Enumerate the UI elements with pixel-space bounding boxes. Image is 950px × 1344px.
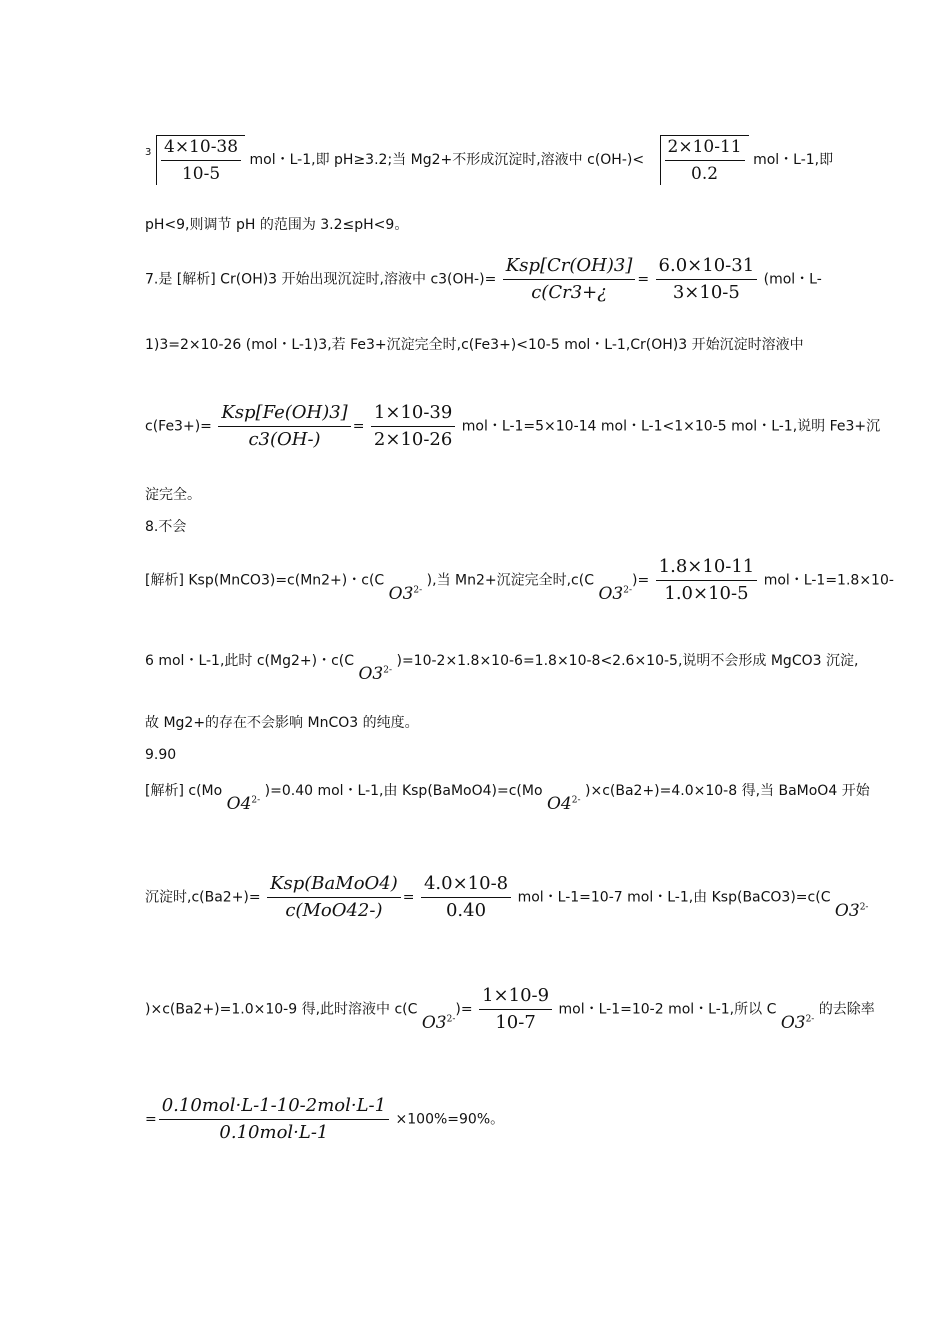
line8-head: [解析] Ksp(MnCO3)=c(Mn2+)・c(C (145, 572, 385, 589)
line9-head: 6 mol・L-1,此时 c(Mg2+)・c(C (145, 653, 355, 669)
line-5: c(Fe3+)= $\frac{\text{Ksp[Fe(OH)3]}}{c3(OH-)}$ = $\frac{1\times 10-39}{2\times 10-26}$ mol・L-1=5×10-14 mol・L-1<1×10-5 mol・L-1,说明 Fe3+沉 (145, 402, 881, 450)
line13-head: 沉淀时,c(Ba2+)= (145, 889, 261, 906)
ion-o3: $O3^{2-}$ (598, 583, 632, 604)
line-11: 9.90 (145, 747, 177, 763)
line-1 (145, 135, 833, 185)
frac3-den: c(Cr3+¿ (531, 282, 607, 303)
frac7-den: 1.0×10-5 (664, 583, 749, 604)
frac6 (371, 402, 455, 451)
frac2-num: 2×10-11 (665, 136, 745, 161)
frac8-den: c(MoO42-) (285, 900, 383, 921)
line-4: 1)3=2×10-26 (mol・L-1)3,若 Fe3+沉淀完全时,c(Fe3+)<10-5 mol・L-1,Cr(OH)3 开始沉淀时溶液中 (145, 337, 804, 353)
line14-mid: mol・L-1=10-2 mol・L-1,所以 C (558, 1001, 777, 1018)
line-9 (145, 652, 858, 683)
frac9-den: 0.40 (445, 900, 487, 921)
line8-mid: ),当 Mn2+沉淀完全时,c(C (426, 572, 594, 589)
line8-tail: mol・L-1=1.8×10- (763, 572, 894, 589)
line1-text: mol・L-1,即 pH≥3.2;当 Mg2+不形成沉淀时,溶液中 c(OH-)< (249, 152, 645, 168)
frac2-den: 0.2 (691, 164, 719, 184)
frac4 (656, 255, 758, 304)
ion-o3: $O3^{2-}$ (358, 664, 393, 684)
frac10-den: 10-7 (495, 1012, 536, 1033)
line-6: 淀完全。 (145, 487, 201, 503)
line-10: 故 Mg2+的存在不会影响 MnCO3 的纯度。 (145, 715, 419, 731)
line9-tail: )=10-2×1.8×10-6=1.8×10-8<2.6×10-5,说明不会形成 MgCO3 沉淀, (396, 653, 859, 669)
line3-text: 7.是 [解析] Cr(OH)3 开始出现沉淀时,溶液中 c3(OH-)= (145, 271, 497, 288)
line12-tail: )×c(Ba2+)=4.0×10-8 得,当 BaMoO4 开始 (585, 783, 870, 799)
frac10 (479, 985, 552, 1034)
line5-tail: mol・L-1=5×10-14 mol・L-1<1×10-5 mol・L-1,说明 Fe3+沉 (461, 418, 881, 435)
line-7: 8.不会 (145, 519, 187, 535)
frac5-den: c3(OH-) (248, 429, 321, 450)
frac8-num: Ksp(BaMoO4) (267, 873, 401, 898)
line-14: )×c(Ba2+)=1.0×10-9 得,此时溶液中 c(C $O3^{2-})=$ $\frac{1\times 10-9}{10-7}$ mol・L-1=10-2 mol・L-1,所以 C $O3^{2-}$ 的去除率 (145, 985, 875, 1033)
ion-o3: $O3^{2-}$ (388, 583, 423, 604)
cube-root-1: 3 $\frac{4\times 10-38}{10-5}$ (145, 135, 245, 185)
frac11-num: 0.10mol·L-1-10-2mol·L-1 (159, 1095, 389, 1120)
frac6-den: 2×10-26 (373, 429, 453, 450)
frac7 (656, 556, 758, 605)
line14-tail: 的去除率 (818, 1001, 875, 1018)
frac1-den: 10-5 (181, 164, 221, 184)
line-15: = $\frac{\text{0.10mol·L-1-10-2mol·L-1}}{\text{0.10mol·L-1}}$ ×100%=90%。 (145, 1095, 505, 1143)
sqrt-2 (649, 135, 749, 185)
frac8 (267, 873, 401, 922)
frac7-num: 1.8×10-11 (656, 556, 758, 581)
line5-head: c(Fe3+)= (145, 418, 212, 435)
frac10-num: 1×10-9 (479, 985, 552, 1010)
line-13: 沉淀时,c(Ba2+)= $\frac{\text{Ksp(BaMoO4)}}{\text{c(MoO42-)}}$ = $\frac{4.0\times 10-8}{0.40}$ mol・L-1=10-7 mol・L-1,由 Ksp(BaCO3)=c(C $O3^{2-}$ (145, 873, 869, 921)
frac4-num: 6.0×10-31 (656, 255, 758, 280)
frac3-num: Ksp[Cr(OH)3] (503, 255, 636, 280)
ion-o3: $O3^{2-}$ (421, 1012, 456, 1033)
frac3 (503, 255, 636, 304)
frac9 (421, 873, 511, 922)
frac6-num: 1×10-39 (371, 402, 455, 427)
line12-mid: )=0.40 mol・L-1,由 Ksp(BaMoO4)=c(Mo (264, 783, 543, 799)
line15-tail: ×100%=90%。 (395, 1111, 505, 1128)
frac5-num: Ksp[Fe(OH)3] (218, 402, 350, 427)
frac11 (159, 1095, 389, 1144)
line-8: [解析] Ksp(MnCO3)=c(Mn2+)・c(C $O3^{2-}$ ),当 Mn2+沉淀完全时,c(C $O3^{2-})=$ $\frac{1.8\times 10-11}{1.0\times 10-5}$ mol・L-1=1.8×10- (145, 556, 894, 604)
line12-head: [解析] c(Mo (145, 783, 223, 799)
ion-o4: $O4^{2-}$ (226, 794, 261, 814)
frac11-den: 0.10mol·L-1 (219, 1122, 329, 1143)
line-2: pH<9,则调节 pH 的范围为 3.2≤pH<9。 (145, 217, 409, 233)
ion-o3: $O3^{2-}$ (834, 900, 869, 921)
frac1-num: 4×10-38 (161, 136, 241, 161)
line3-end: (mol・L- (763, 271, 822, 288)
frac4-den: 3×10-5 (672, 282, 740, 303)
frac5 (218, 402, 350, 451)
line-3: 7.是 [解析] Cr(OH)3 开始出现沉淀时,溶液中 c3(OH-)= $\frac{\text{Ksp[Cr(OH)3]}}{c(Cr3+¿}$ = $\frac{6.0\times 10-31}{3\times 10-5}$ (mol・L- (145, 255, 822, 303)
line-12 (145, 782, 870, 813)
line1-end: mol・L-1,即 (753, 152, 834, 168)
ion-o4: $O4^{2-}$ (547, 794, 581, 814)
frac9-num: 4.0×10-8 (421, 873, 511, 898)
line14-head: )×c(Ba2+)=1.0×10-9 得,此时溶液中 c(C (145, 1001, 418, 1018)
line13-tail: mol・L-1=10-7 mol・L-1,由 Ksp(BaCO3)=c(C (517, 889, 831, 906)
ion-o3: $O3^{2-}$ (780, 1012, 815, 1033)
